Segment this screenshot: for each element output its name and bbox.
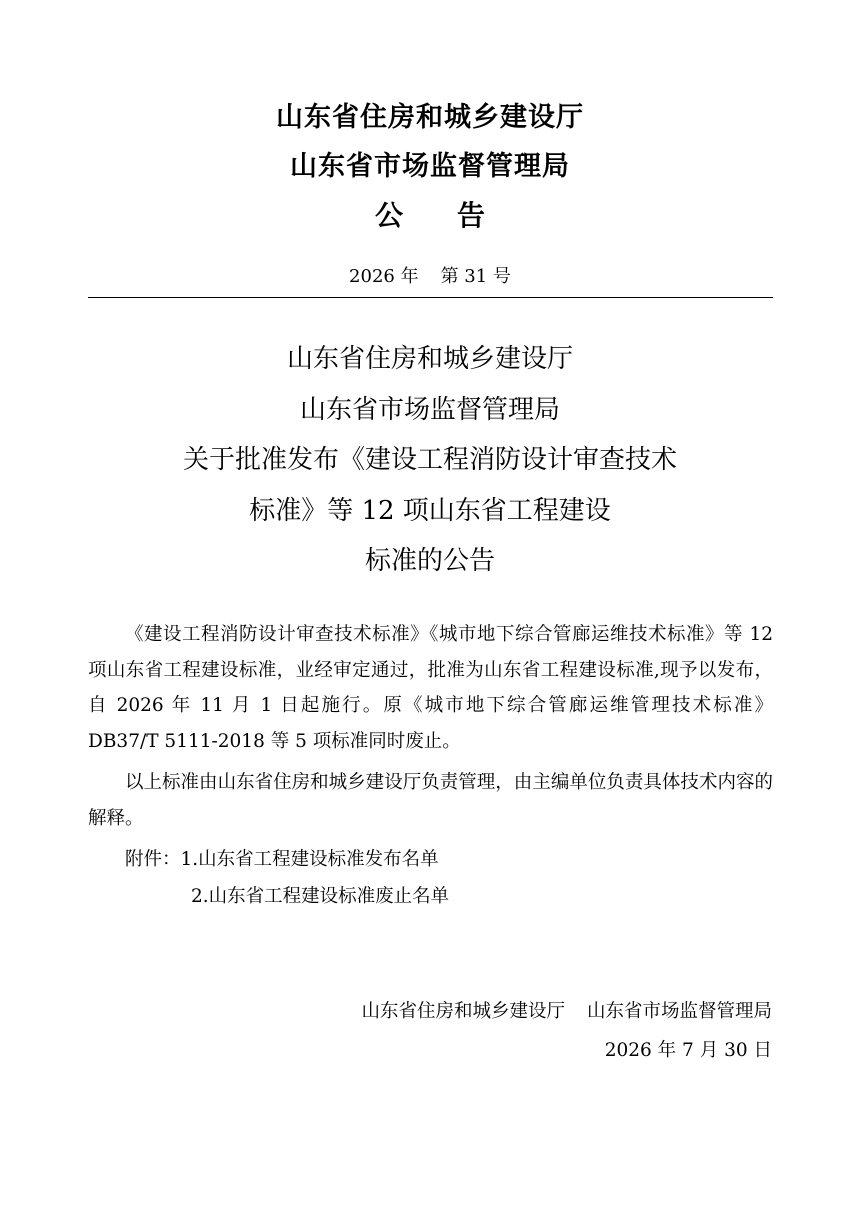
body-paragraph-2: 以上标准由山东省住房和城乡建设厅负责管理，由主编单位负责具体技术内容的解释。 — [88, 772, 773, 829]
document-type-heading: 公告 — [374, 199, 539, 232]
title-line-3: 关于批准发布《建设工程消防设计审查技术 — [182, 445, 677, 475]
title-line-5: 标准的公告 — [364, 546, 495, 576]
title-line-1: 山东省住房和城乡建设厅 — [286, 344, 573, 374]
body-paragraph-1: 《建设工程消防设计审查技术标准》《城市地下综合管廊运维技术标准》等 12 项山东省工程建设标准，业经审定通过，批准为山东省工程建设标准,现予以发布，自 2026 年 11 月 1 日起施行。原《城市地下综合管廊运维管理技术标准》DB37/T 5111-2018 等 5 项标准同时废止。 — [88, 624, 773, 752]
document-number — [0, 264, 860, 290]
document-year: 2026 年 — [349, 266, 419, 287]
signature-org-housing-dept: 山东省住房和城乡建设厅 — [361, 1001, 565, 1022]
title-line-4: 标准》等 12 项山东省工程建设 — [249, 496, 611, 526]
issuer-name-market-bureau: 山东省市场监督管理局 — [290, 151, 570, 182]
document-serial-number: 第 31 号 — [440, 266, 511, 287]
header-divider — [88, 297, 773, 298]
title-line-2: 山东省市场监督管理局 — [299, 395, 560, 425]
signature-org-market-bureau: 山东省市场监督管理局 — [586, 1001, 772, 1022]
signature-date: 2026 年 7 月 30 日 — [604, 1040, 772, 1061]
attachment-item-2: 2.山东省工程建设标准废止名单 — [191, 886, 450, 907]
signature-organizations — [361, 997, 772, 1027]
attachment-item-1: 附件：1.山东省工程建设标准发布名单 — [125, 849, 439, 870]
issuer-name-housing-dept: 山东省住房和城乡建设厅 — [276, 102, 584, 133]
